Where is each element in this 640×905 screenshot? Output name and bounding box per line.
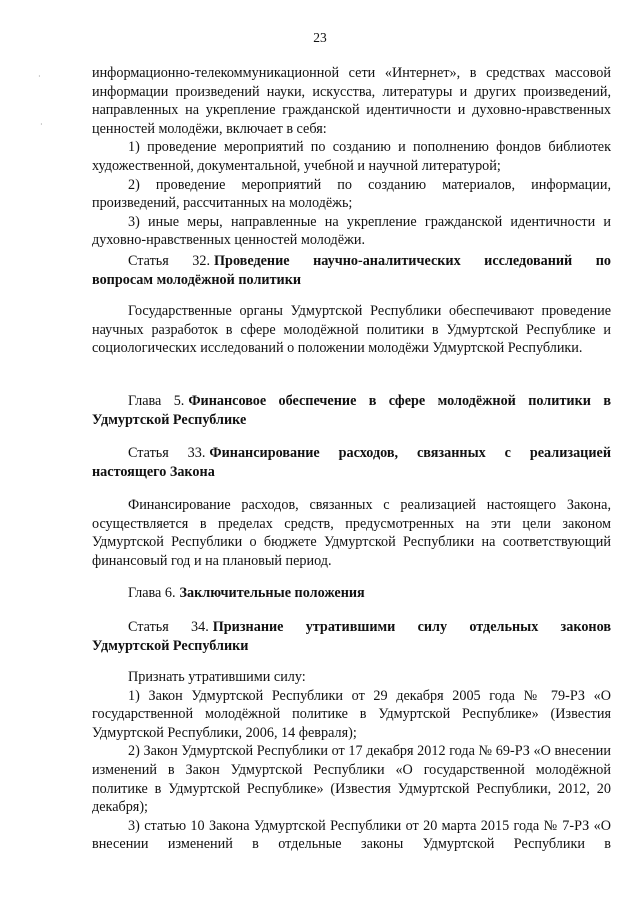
intro-paragraph: информационно-телекоммуникационной сети «Интернет», в средствах массовой информации произведений науки, искусства, литературы и других произведений, направленных на укрепление гражданской идентичности и духовно-нравственных ценностей молодёжи, включает в себя: [92, 65, 611, 137]
article-33-heading [92, 444, 611, 481]
article-title: Удмуртской Республики [92, 637, 249, 654]
list-item: 2) Закон Удмуртской Республики от 17 декабря 2012 года № 69-РЗ «О внесении изменений в Закон Удмуртской Республики «О государственной молодёжной политике в Удмуртской Республике» (Известия Удмуртской Республики, 2012, 20 декабря); [92, 743, 611, 816]
chapter-title: Заключительные положения [179, 585, 365, 601]
article-label: Статья 34. [128, 619, 209, 635]
article-intro: Признать утратившими силу: [128, 669, 306, 685]
article-title: Признание утратившими силу отдельных законов [212, 619, 611, 635]
article-title: вопросам молодёжной политики [92, 271, 302, 288]
page-number: 23 [313, 30, 327, 45]
margin-mark: · [40, 120, 43, 129]
article-label: Статья 33. [128, 445, 206, 461]
article-text: Государственные органы Удмуртской Республики обеспечивают проведение научных разработок в сфере молодёжной политики в Удмуртской Республике и социологических исследований о положении молодёжи Удмуртской Республики. [92, 303, 611, 357]
chapter-6-heading [92, 584, 611, 603]
article-title: Проведение научно-аналитических исследований по [214, 253, 611, 269]
list-item: 1) проведение мероприятий по созданию и пополнению фондов библиотек художественной, документальной, учебной и научной литературой; [92, 139, 611, 174]
list-item: 3) иные меры, направленные на укрепление гражданской идентичности и духовно-нравственных ценностей молодёжи. [92, 213, 611, 249]
article-text: Финансирование расходов, связанных с реализацией настоящего Закона, осуществляется в пределах средств, предусмотренных на эти цели законом Удмуртской Республики о бюджете Удмуртской Республики на соответствующий финансовый год и на плановый период. [92, 497, 611, 569]
list-item: 2) проведение мероприятий по созданию материалов, информации, произведений, рассчитанных на молодёжь; [92, 176, 611, 212]
article-34-heading [92, 618, 611, 655]
intro-section [92, 64, 611, 250]
chapter-title: Финансовое обеспечение в сфере молодёжной политики в [188, 393, 611, 409]
chapter-label: Глава 5. [128, 393, 185, 409]
article-32-body [92, 302, 611, 358]
list-item: 3) статью 10 Закона Удмуртской Республики от 20 марта 2015 года № 7-РЗ «О внесении изменений в отдельные законы Удмуртской Республики в [92, 817, 611, 853]
article-34-body [92, 668, 611, 854]
article-title: настоящего Закона [92, 463, 215, 480]
article-33-body [92, 496, 611, 570]
list-item: 1) Закон Удмуртской Республики от 29 декабря 2005 года № 79-РЗ «О государственной молодёжной политике в Удмуртской Республике» (Известия Удмуртской Республики, 2006, 14 февраля); [92, 687, 611, 741]
article-32-heading [92, 252, 611, 289]
chapter-label: Глава 6. [128, 585, 176, 601]
chapter-title: Удмуртской Республике [92, 411, 247, 428]
article-title: Финансирование расходов, связанных с реализацией [209, 445, 612, 461]
chapter-5-heading [92, 392, 611, 429]
margin-mark: · [38, 72, 41, 81]
article-label: Статья 32. [128, 253, 211, 269]
